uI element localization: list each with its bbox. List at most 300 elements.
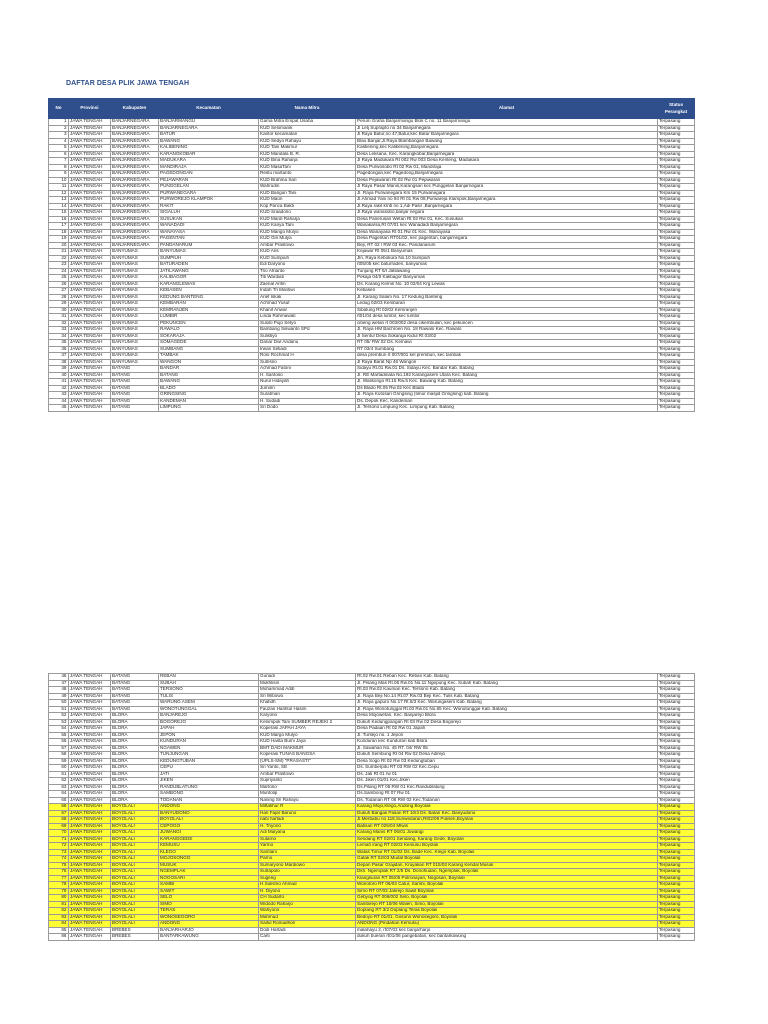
cell-mitra: Titi Wardiati — [259, 275, 356, 282]
cell-kabupaten: BATANG — [111, 372, 159, 379]
cell-status: Terpasang — [658, 242, 695, 249]
cell-kecamatan: KEDUNG BANTENG — [159, 294, 259, 301]
cell-alamat: Lemah irang RT 02/03 Kemusu Boyolali — [356, 843, 658, 850]
cell-mitra: H.Sulismo Ahmad — [259, 882, 356, 889]
cell-status: Terpasang — [658, 151, 695, 158]
cell-status: Terpasang — [658, 901, 695, 908]
cell-provinsi: JAWA TENGAH — [69, 843, 111, 850]
cell-provinsi: JAWA TENGAH — [69, 255, 111, 262]
cell-kabupaten: BANJARNEGARA — [111, 216, 159, 223]
cell-kecamatan: KARANGLEWAS — [159, 281, 259, 288]
cell-provinsi: JAWA TENGAH — [69, 203, 111, 210]
cell-mitra: Naning Sri Rahayu — [259, 797, 356, 804]
cell-alamat: Karang Manis RT 06/01 Juwangi — [356, 830, 658, 837]
cell-kabupaten: BOYOLALI — [111, 901, 159, 908]
cell-kecamatan: SAMBI — [159, 882, 259, 889]
cell-kecamatan: BOGOREJO — [159, 719, 259, 726]
cell-provinsi: JAWA TENGAH — [69, 262, 111, 269]
cell-kabupaten: BANJARNEGARA — [111, 203, 159, 210]
cell-status: Terpasang — [658, 288, 695, 295]
cell-no: 62 — [49, 778, 69, 785]
cell-alamat: Jl Raya Madukara Rt 002 Rw 003 Desa Kenteng, Madukara — [356, 158, 658, 165]
cell-status: Terpasang — [658, 700, 695, 707]
cell-mitra: Arief Iskak — [259, 294, 356, 301]
cell-provinsi: JAWA TENGAH — [69, 158, 111, 165]
cell-kecamatan: KEBASEN — [159, 288, 259, 295]
cell-status: Terpasang — [658, 726, 695, 733]
cell-kabupaten: BATANG — [111, 385, 159, 392]
cell-provinsi: JAWA TENGAH — [69, 379, 111, 386]
cell-status: Terpasang — [658, 262, 695, 269]
cell-kabupaten: BOYOLALI — [111, 908, 159, 915]
cell-kecamatan: KEDUNGTUBAN — [159, 758, 259, 765]
cell-mitra: H. Sudadi — [259, 398, 356, 405]
cell-status: Terpasang — [658, 327, 695, 334]
cell-kabupaten: BANYUMAS — [111, 281, 159, 288]
plik-table-part-2 — [48, 673, 695, 941]
cell-provinsi: JAWA TENGAH — [69, 752, 111, 759]
cell-status: Terpasang — [658, 856, 695, 863]
cell-alamat: Desa Wanayasa Rt 01 Rw 01 Kec. Wanayasa — [356, 229, 658, 236]
cell-no: 35 — [49, 340, 69, 347]
cell-alamat: rt01/04 desa lumbir, kec lumbir — [356, 314, 658, 321]
cell-provinsi: JAWA TENGAH — [69, 197, 111, 204]
cell-kabupaten: BANJARNEGARA — [111, 223, 159, 230]
cell-kabupaten: BATANG — [111, 706, 159, 713]
cell-no: 47 — [49, 680, 69, 687]
cell-mitra: Wahrudin — [259, 184, 356, 191]
cell-no: 56 — [49, 739, 69, 746]
cell-no: 30 — [49, 307, 69, 314]
cell-kecamatan: BANJARNEGARA — [159, 125, 259, 132]
cell-kabupaten: BANJARNEGARA — [111, 151, 159, 158]
cell-provinsi: JAWA TENGAH — [69, 177, 111, 184]
cell-no: 55 — [49, 732, 69, 739]
cell-kecamatan: JEPON — [159, 732, 259, 739]
cell-status: Terpasang — [658, 882, 695, 889]
cell-no: 12 — [49, 190, 69, 197]
col-header-status — [658, 99, 695, 119]
status-header-line2: Perangkat — [664, 108, 688, 114]
cell-kabupaten: BANJARNEGARA — [111, 132, 159, 139]
cell-mitra: Trio Afrianto — [259, 268, 356, 275]
cell-kabupaten: BOYOLALI — [111, 843, 159, 850]
cell-kecamatan: JATILAWANG — [159, 268, 259, 275]
cell-mitra: Achmad Fatoni — [259, 366, 356, 373]
cell-provinsi: JAWA TENGAH — [69, 242, 111, 249]
cell-provinsi: JAWA TENGAH — [69, 346, 111, 353]
cell-status: Terpasang — [658, 843, 695, 850]
cell-kecamatan: SIGALUH — [159, 210, 259, 217]
cell-status: Terpasang — [658, 177, 695, 184]
cell-mitra: H. Diyono — [259, 888, 356, 895]
cell-provinsi: JAWA TENGAH — [69, 771, 111, 778]
cell-mitra: CH Sudarto — [259, 895, 356, 902]
cell-status: Terpasang — [658, 862, 695, 869]
cell-mitra: KUD Bangun Tani — [259, 190, 356, 197]
cell-provinsi: JAWA TENGAH — [69, 301, 111, 308]
cell-mitra: H. Triyono — [259, 823, 356, 830]
cell-kecamatan: JATI — [159, 771, 259, 778]
cell-no: 8 — [49, 164, 69, 171]
cell-alamat: Jln. Raya Kebokura No.10 Sumpiuh — [356, 255, 658, 262]
cell-provinsi: JAWA TENGAH — [69, 385, 111, 392]
cell-mitra: Muhammad Adib — [259, 687, 356, 694]
cell-alamat: Desa Leksana, Kec. Karangkobar,Banjarnegara — [356, 151, 658, 158]
cell-no: 21 — [49, 249, 69, 256]
cell-kabupaten: BOYOLALI — [111, 862, 159, 869]
cell-kabupaten: BOYOLALI — [111, 895, 159, 902]
cell-kabupaten: BLORA — [111, 784, 159, 791]
cell-kabupaten: BOYOLALI — [111, 914, 159, 921]
cell-provinsi: JAWA TENGAH — [69, 288, 111, 295]
cell-provinsi: JAWA TENGAH — [69, 223, 111, 230]
cell-status: Terpasang — [658, 849, 695, 856]
cell-mitra: Karyono — [259, 713, 356, 720]
cell-alamat: desa prembun rt 007/001 kel prembun, kec tambak — [356, 353, 658, 360]
cell-kecamatan: PEJAWARAN — [159, 177, 259, 184]
cell-no: 33 — [49, 327, 69, 334]
cell-mitra: KUD Aris — [259, 249, 356, 256]
cell-no: 22 — [49, 255, 69, 262]
cell-status: Terpasang — [658, 223, 695, 230]
cell-alamat: Pagedongan,kec Pagedong,Banjarnegara — [356, 171, 658, 178]
cell-mitra: KUD Mardi Raharja — [259, 216, 356, 223]
cell-alamat: Jl. Raya Beji No.14 Rt.07 Rw.03 Beji Kec. Tulis Kab. Batang — [356, 693, 658, 700]
cell-mitra: Ambar Prastowo — [259, 242, 356, 249]
cell-status: Terpasang — [658, 294, 695, 301]
cell-status: Terpasang — [658, 778, 695, 785]
cell-provinsi: JAWA TENGAH — [69, 869, 111, 876]
cell-status: Terpasang — [658, 817, 695, 824]
cell-kecamatan: WANGON — [159, 359, 259, 366]
cell-no: 27 — [49, 288, 69, 295]
cell-provinsi: JAWA TENGAH — [69, 817, 111, 824]
cell-no: 68 — [49, 817, 69, 824]
cell-provinsi: JAWA TENGAH — [69, 856, 111, 863]
cell-alamat: Wonotoro RT 06/03 Catur, Sambi, Boyolali — [356, 882, 658, 889]
cell-status: Terpasang — [658, 895, 695, 902]
cell-mitra: Suratman — [259, 392, 356, 399]
cell-no: 80 — [49, 895, 69, 902]
col-header-alamat: Alamat — [356, 99, 658, 119]
cell-kecamatan: SOKARAJA — [159, 333, 259, 340]
cell-kecamatan: ANDONG — [159, 804, 259, 811]
cell-mitra: Sutrisno — [259, 359, 356, 366]
cell-kecamatan: BLADO — [159, 385, 259, 392]
cell-kabupaten: BLORA — [111, 713, 159, 720]
cell-provinsi: JAWA TENGAH — [69, 765, 111, 772]
cell-alamat: Ds. Sumberpitu RT 03 RW 02 Kec.Cepu — [356, 765, 658, 772]
cell-alamat: Jl Raya Batur,no 47,Batur,kec Batur Banjarnegara — [356, 132, 658, 139]
cell-no: 37 — [49, 353, 69, 360]
cell-kabupaten: BANYUMAS — [111, 268, 159, 275]
cell-mitra: BMT DADI MAKMUR — [259, 745, 356, 752]
cell-provinsi: JAWA TENGAH — [69, 680, 111, 687]
cell-alamat: Jl. Walisongo Rt.15 Rw.5 Kec. Bawang Kab. Batang — [356, 379, 658, 386]
cell-kecamatan: MANDIRAJA — [159, 164, 259, 171]
cell-status: Terpasang — [658, 385, 695, 392]
cell-no: 28 — [49, 294, 69, 301]
cell-kabupaten: BATANG — [111, 693, 159, 700]
cell-no: 58 — [49, 752, 69, 759]
cell-alamat: Jl. Raya HM Bachroen No. 18 Rawalo Kec. Rawalo — [356, 327, 658, 334]
cell-alamat: Kebasen — [356, 288, 658, 295]
cell-kabupaten: BATANG — [111, 687, 159, 694]
cell-status: Terpasang — [658, 869, 695, 876]
cell-alamat: Depan Pasar Grajidan, Kruyakan RT 015/03 Karang Kendal Musuk — [356, 862, 658, 869]
cell-no: 20 — [49, 242, 69, 249]
cell-status: Terpasang — [658, 314, 695, 321]
cell-kabupaten: BATANG — [111, 379, 159, 386]
cell-no: 5 — [49, 145, 69, 152]
cell-mitra: Indah Tri Mantiwi — [259, 288, 356, 295]
cell-status: Terpasang — [658, 791, 695, 798]
cell-provinsi: JAWA TENGAH — [69, 687, 111, 694]
table-row — [49, 934, 695, 941]
cell-no: 43 — [49, 392, 69, 399]
cell-alamat: Desa Pagentan RT01/02, kec pagentan, banjarnegara — [356, 236, 658, 243]
cell-no: 72 — [49, 843, 69, 850]
cell-kecamatan: BANJARHARJO — [159, 927, 259, 934]
cell-mitra: KUD Hasta Bumi Jaya — [259, 739, 356, 746]
cell-no: 6 — [49, 151, 69, 158]
cell-kabupaten: BOYOLALI — [111, 817, 159, 824]
cell-status: Terpasang — [658, 888, 695, 895]
cell-no: 26 — [49, 281, 69, 288]
cell-kecamatan: KARANGKOBAR — [159, 151, 259, 158]
cell-status: Terpasang — [658, 333, 695, 340]
cell-kabupaten: BOYOLALI — [111, 804, 159, 811]
cell-alamat: Kunduran kec Kunduran kab Blora — [356, 739, 658, 746]
cell-provinsi: JAWA TENGAH — [69, 132, 111, 139]
cell-provinsi: JAWA TENGAH — [69, 862, 111, 869]
cell-mitra: Wahyono — [259, 908, 356, 915]
cell-mitra: Kelompok Tani SUMBER REJEKI 2 — [259, 719, 356, 726]
cell-provinsi: JAWA TENGAH — [69, 405, 111, 412]
cell-no: 42 — [49, 385, 69, 392]
cell-kecamatan: PAGENTAN — [159, 236, 259, 243]
cell-kecamatan: NOGOSARI — [159, 875, 259, 882]
cell-alamat: Kalibening,kec Kalibening,Banjarnegara — [356, 145, 658, 152]
cell-kabupaten: BANYUMAS — [111, 249, 159, 256]
cell-no: 50 — [49, 700, 69, 707]
cell-provinsi: JAWA TENGAH — [69, 353, 111, 360]
cell-status: Terpasang — [658, 687, 695, 694]
cell-no: 1 — [49, 119, 69, 126]
cell-provinsi: JAWA TENGAH — [69, 804, 111, 811]
cell-no: 3 — [49, 132, 69, 139]
cell-mitra: Saiful Romadhon — [259, 921, 356, 928]
cell-provinsi: JAWA TENGAH — [69, 294, 111, 301]
cell-kabupaten: BLORA — [111, 732, 159, 739]
cell-status: Terpasang — [658, 268, 695, 275]
cell-status: Terpasang — [658, 216, 695, 223]
cell-alamat: Ds. Jati Rt 01 rw 01 — [356, 771, 658, 778]
cell-alamat: Tunjung RT 5/I Jatilawang — [356, 268, 658, 275]
cell-kecamatan: RAKIT — [159, 203, 259, 210]
cell-provinsi: JAWA TENGAH — [69, 398, 111, 405]
cell-kabupaten: BLORA — [111, 778, 159, 785]
cell-kabupaten: BANJARNEGARA — [111, 229, 159, 236]
cell-no: 44 — [49, 398, 69, 405]
cell-mitra: Samtani — [259, 849, 356, 856]
cell-no: 25 — [49, 275, 69, 282]
cell-alamat: Rt.03 Rw.02 Kauman Kec. Tersono Kab. Batang — [356, 687, 658, 694]
cell-kecamatan: MOJOSONGO — [159, 856, 259, 863]
cell-kabupaten: BLORA — [111, 719, 159, 726]
cell-provinsi: JAWA TENGAH — [69, 340, 111, 347]
col-header-no: No — [49, 99, 69, 119]
cell-kabupaten: BOYOLALI — [111, 849, 159, 856]
cell-status: Terpasang — [658, 693, 695, 700]
cell-kabupaten: BREBES — [111, 934, 159, 941]
cell-alamat: Desa Padaan Rt 02 Rw 01 Japah — [356, 726, 658, 733]
cell-alamat: Sibalung Rt 02/02 Kemranjen — [356, 307, 658, 314]
cell-no: 51 — [49, 706, 69, 713]
cell-provinsi: JAWA TENGAH — [69, 810, 111, 817]
cell-alamat: Ds Blado Rt.05 Rw.02 Kec Blado — [356, 385, 658, 392]
cell-kecamatan: WONOTUNGGAL — [159, 706, 259, 713]
cell-no: 46 — [49, 674, 69, 681]
cell-kabupaten: BANYUMAS — [111, 327, 159, 334]
cell-kecamatan: TAMBAK — [159, 353, 259, 360]
cell-mitra: Jumirin — [259, 385, 356, 392]
cell-provinsi: JAWA TENGAH — [69, 778, 111, 785]
cell-provinsi: JAWA TENGAH — [69, 674, 111, 681]
cell-mitra: Danar Dwi Andanu — [259, 340, 356, 347]
cell-status: Terpasang — [658, 405, 695, 412]
cell-mitra: KUD Sedyo Rahayu — [259, 138, 356, 145]
cell-no: 71 — [49, 836, 69, 843]
cell-kabupaten: BANJARNEGARA — [111, 119, 159, 126]
cell-no: 19 — [49, 236, 69, 243]
cell-no: 82 — [49, 908, 69, 915]
cell-provinsi: JAWA TENGAH — [69, 366, 111, 373]
cell-no: 77 — [49, 875, 69, 882]
cell-kecamatan: BANJARMANGU — [159, 119, 259, 126]
cell-alamat: Ds. Depok Kec. Kandeman — [356, 398, 658, 405]
cell-alamat: Babsari RT 025/04 Mlwis — [356, 823, 658, 830]
cell-alamat: Jl. Raya Kutosari Gringsing (timur masjid Gringsing) kab. Batang — [356, 392, 658, 399]
cell-alamat: Blau Banjar,Jl.Raya Blambangan Bawang — [356, 138, 658, 145]
cell-provinsi: JAWA TENGAH — [69, 307, 111, 314]
cell-mitra: nabi hartadi — [259, 817, 356, 824]
cell-alamat: ANDONG (Pindahan Kemusu) — [356, 921, 658, 928]
cell-alamat: malahayu 2, rt07/03 kec banjarharjo — [356, 927, 658, 934]
cell-kabupaten: BANJARNEGARA — [111, 158, 159, 165]
cell-mitra: Linda Rahmawati — [259, 314, 356, 321]
col-header-kabupaten: Kabupaten — [111, 99, 159, 119]
cell-mitra: Dodi Hartadi — [259, 927, 356, 934]
cell-provinsi: JAWA TENGAH — [69, 138, 111, 145]
cell-alamat: Ds.Pilang RT 05 RW 01 Kec.Randublatung — [356, 784, 658, 791]
cell-provinsi: JAWA TENGAH — [69, 151, 111, 158]
cell-no: 32 — [49, 320, 69, 327]
cell-no: 10 — [49, 177, 69, 184]
cell-provinsi: JAWA TENGAH — [69, 875, 111, 882]
cell-mitra: Miftakhur R — [259, 804, 356, 811]
cell-no: 15 — [49, 210, 69, 217]
cell-mitra: Mukhlisin — [259, 680, 356, 687]
cell-alamat: Doplang RT 3/2 Doplang Teras Boyolali — [356, 908, 658, 915]
cell-provinsi: JAWA TENGAH — [69, 145, 111, 152]
cell-mitra: Martono — [259, 784, 356, 791]
cell-kecamatan: BATUR — [159, 132, 259, 139]
cell-kabupaten: BLORA — [111, 758, 159, 765]
cell-provinsi: JAWA TENGAH — [69, 921, 111, 928]
cell-kecamatan: WANADADI — [159, 223, 259, 230]
cell-no: 36 — [49, 346, 69, 353]
cell-mitra: Widodo Raharjo — [259, 901, 356, 908]
cell-alamat: Jl. Pisang Mas Rt.05 Rw.01 No.11 Ngepung Kec. Subah Kab. Batang — [356, 680, 658, 687]
cell-status: Terpasang — [658, 745, 695, 752]
cell-kabupaten: BOYOLALI — [111, 921, 159, 928]
cell-kecamatan: KUNDURAN — [159, 739, 259, 746]
cell-provinsi: JAWA TENGAH — [69, 314, 111, 321]
cell-kecamatan: LUMBIR — [159, 314, 259, 321]
cell-kecamatan: BANYUMAS — [159, 249, 259, 256]
cell-kecamatan: TUNJUNGAN — [159, 752, 259, 759]
cell-kabupaten: BLORA — [111, 797, 159, 804]
cell-kecamatan: BANDAR — [159, 366, 259, 373]
cell-alamat: Jl. Tersono Limpung Kec. Limpung Kab. Batang — [356, 405, 658, 412]
cell-no: 85 — [49, 927, 69, 934]
cell-mitra: KUD Tani Makmur — [259, 145, 356, 152]
cell-kecamatan: PANDANARUM — [159, 242, 259, 249]
cell-no: 23 — [49, 262, 69, 269]
cell-kecamatan: KALIBENING — [159, 145, 259, 152]
cell-kecamatan: RAWALO — [159, 327, 259, 334]
cell-status: Terpasang — [658, 197, 695, 204]
cell-alamat: Jl.Merbabu no 118,Sunwedaran,Rt02/09 Pulisen,Boyolali — [356, 817, 658, 824]
cell-mitra: KUD Selomanik — [259, 125, 356, 132]
cell-alamat: Desa Purwosobo Rt 02 Rw 01, Mandiraja — [356, 164, 658, 171]
cell-kecamatan: ANDONG — [159, 921, 259, 928]
cell-mitra: Parno — [259, 856, 356, 863]
cell-status: Terpasang — [658, 908, 695, 915]
cell-status: Terpasang — [658, 706, 695, 713]
cell-no: 75 — [49, 862, 69, 869]
cell-provinsi: JAWA TENGAH — [69, 281, 111, 288]
cell-kabupaten: BANYUMAS — [111, 320, 159, 327]
cell-kabupaten: BANYUMAS — [111, 275, 159, 282]
cell-no: 69 — [49, 823, 69, 830]
cell-kecamatan: SAMBONG — [159, 791, 259, 798]
cell-mitra: Nurul Hidayah — [259, 379, 356, 386]
cell-provinsi: JAWA TENGAH — [69, 726, 111, 733]
cell-status: Terpasang — [658, 255, 695, 262]
cell-mitra: Sumaryono Mardiowo — [259, 862, 356, 869]
cell-kecamatan: GRINGSING — [159, 392, 259, 399]
cell-mitra: Yarmo — [259, 843, 356, 850]
cell-provinsi: JAWA TENGAH — [69, 836, 111, 843]
cell-mitra: Sutrapolo — [259, 869, 356, 876]
cell-provinsi: JAWA TENGAH — [69, 823, 111, 830]
cell-alamat: Jl. Raya gapuro No.17 Rt.5/3 Kec. Warungasem Kab. Batang — [356, 700, 658, 707]
col-header-provinsi: Provinsi — [69, 99, 111, 119]
cell-kecamatan: BOYOLALI — [159, 817, 259, 824]
cell-provinsi: JAWA TENGAH — [69, 249, 111, 256]
cell-kabupaten: BOYOLALI — [111, 836, 159, 843]
col-header-kecamatan: Kecamatan — [159, 99, 259, 119]
cell-no: 2 — [49, 125, 69, 132]
cell-provinsi: JAWA TENGAH — [69, 797, 111, 804]
cell-alamat: Jl. Raya Wonotunggal Rt.03 Rw.01 No.65 Kec. Wonotunggal Kab. Batang — [356, 706, 658, 713]
cell-no: 74 — [49, 856, 69, 863]
cell-mitra: H. Santoso — [259, 372, 356, 379]
cell-alamat: Sendang RT 02/01 Sendang, Karang Gede, Boyolali — [356, 836, 658, 843]
